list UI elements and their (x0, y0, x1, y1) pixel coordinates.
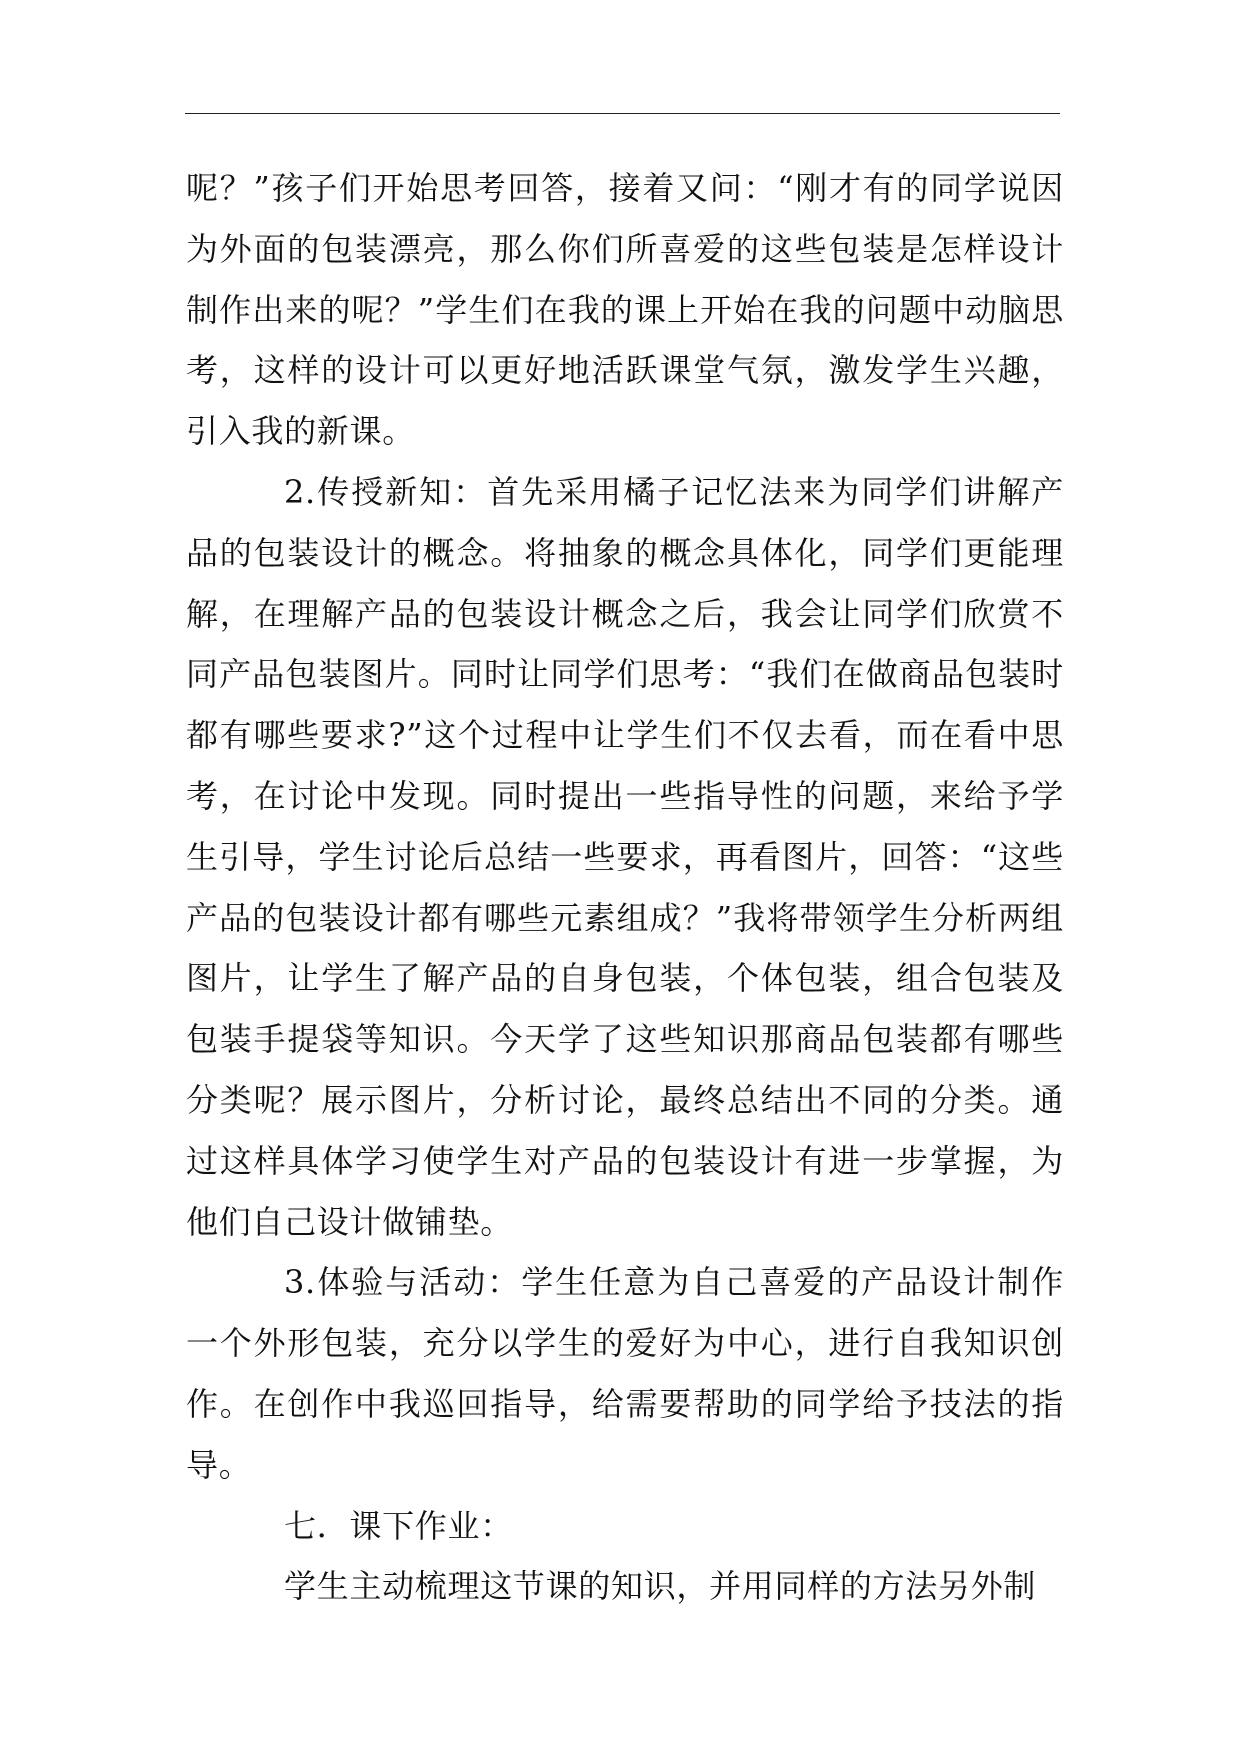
header-rule (185, 113, 1060, 114)
body-text (186, 158, 1064, 1617)
paragraph-teaching-new-knowledge: 2.传授新知：首先采用橘子记忆法来为同学们讲解产品的包装设计的概念。将抽象的概念具体化，同学们更能理解，在理解产品的包装设计概念之后，我会让同学们欣赏不同产品包装图片。同时让同学们思考：“我们在做商品包装时都有哪些要求?”这个过程中让学生们不仅去看，而在看中思考，在讨论中发现。同时提出一些指导性的问题，来给予学生引导，学生讨论后总结一些要求，再看图片，回答：“这些产品的包装设计都有哪些元素组成？”我将带领学生分析两组图片，让学生了解产品的自身包装，个体包装，组合包装及包装手提袋等知识。今天学了这些知识那商品包装都有哪些分类呢？展示图片，分析讨论，最终总结出不同的分类。通过这样具体学习使学生对产品的包装设计有进一步掌握，为他们自己设计做铺垫。 (186, 472, 1064, 1241)
section-heading-homework: 七．课下作业： (284, 1506, 513, 1545)
paragraph-experience-activity: 3.体验与活动：学生任意为自己喜爱的产品设计制作一个外形包装，充分以学生的爱好为中心，进行自我知识创作。在创作中我巡回指导，给需要帮助的同学给予技法的指导。 (186, 1263, 1064, 1484)
paragraph-homework: 学生主动梳理这节课的知识，并用同样的方法另外制 (284, 1567, 1037, 1606)
paragraph-continuation: 呢？”孩子们开始思考回答，接着又问：“刚才有的同学说因为外面的包装漂亮，那么你们所喜爱的这些包装是怎样设计制作出来的呢？”学生们在我的课上开始在我的问题中动脑思考，这样的设计可以更好地活跃课堂气氛，激发学生兴趣，引入我的新课。 (186, 169, 1064, 451)
